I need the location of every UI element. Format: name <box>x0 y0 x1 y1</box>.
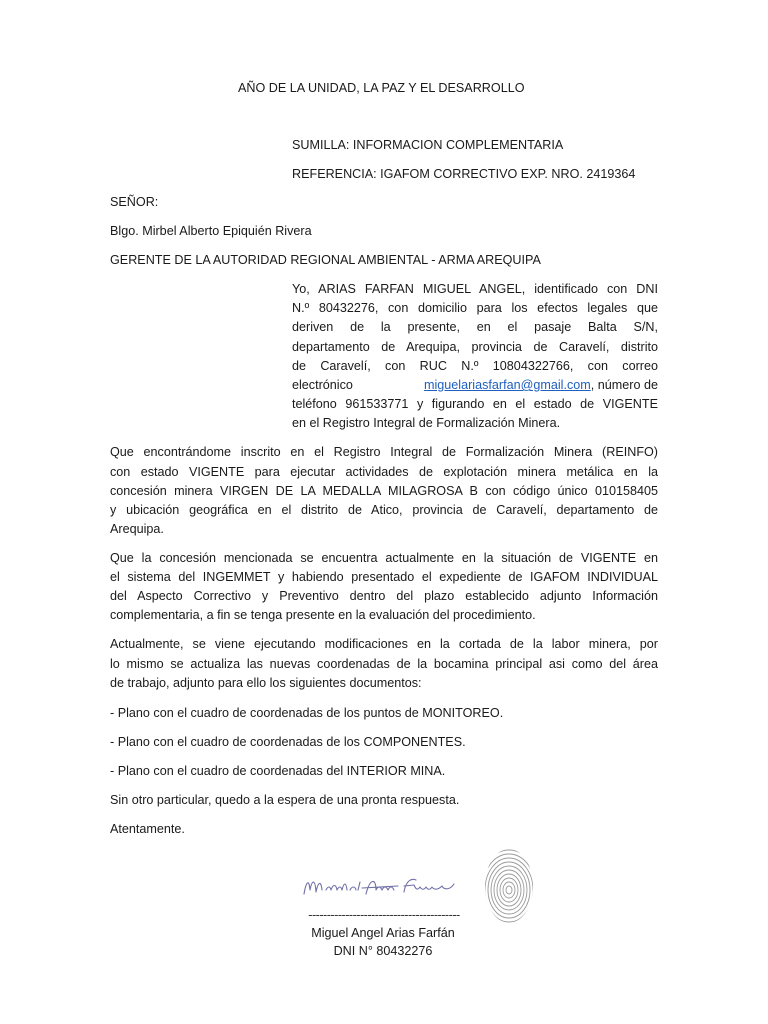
signer-name: Miguel Angel Arias Farfán <box>311 926 455 940</box>
paragraph-line: del Aspecto Correctivo y Preventivo dentro del plazo establecido adjunto Información <box>110 589 658 603</box>
attachment-item-componentes: - Plano con el cuadro de coordenadas de los COMPONENTES. <box>110 735 466 749</box>
addressee-position: GERENTE DE LA AUTORIDAD REGIONAL AMBIENTAL - ARMA AREQUIPA <box>110 253 541 267</box>
paragraph-line: el sistema del INGEMMET y habiendo presentado el expediente de IGAFOM INDIVIDUAL <box>110 570 658 584</box>
intro-line: de Caravelí, con RUC N.º 10804322766, con correo <box>292 359 658 373</box>
addressee-name: Blgo. Mirbel Alberto Epiquién Rivera <box>110 224 312 238</box>
fingerprint-icon <box>483 846 535 926</box>
intro-line: deriven de la presente, en el pasaje Balta S/N, <box>292 320 658 334</box>
paragraph-line: complementaria, a fin se tenga presente en la evaluación del procedimiento. <box>110 608 536 622</box>
paragraph-line: de trabajo, adjunto para ello los siguientes documentos: <box>110 676 422 690</box>
signer-dni: DNI N° 80432276 <box>333 944 433 958</box>
closing-line: Sin otro particular, quedo a la espera de una pronta respuesta. <box>110 793 460 807</box>
intro-email-line <box>292 376 658 394</box>
salutation: SEÑOR: <box>110 195 159 209</box>
email-prefix: electrónico <box>292 378 353 392</box>
attachment-item-monitoreo: - Plano con el cuadro de coordenadas de los puntos de MONITOREO. <box>110 706 504 720</box>
sumilla: SUMILLA: INFORMACION COMPLEMENTARIA <box>292 138 564 152</box>
paragraph-line: y ubicación geográfica en el distrito de Atico, provincia de Caravelí, departamento de <box>110 503 658 517</box>
referencia: REFERENCIA: IGAFOM CORRECTIVO EXP. NRO. 2419364 <box>292 167 636 181</box>
paragraph-line: Arequipa. <box>110 522 164 536</box>
intro-line: Yo, ARIAS FARFAN MIGUEL ANGEL, identificado con DNI <box>292 282 658 296</box>
paragraph-line: lo mismo se actualiza las nuevas coordenadas de la bocamina principal asi como del área <box>110 657 658 671</box>
intro-line: departamento de Arequipa, provincia de Caravelí, distrito <box>292 340 658 354</box>
handwritten-signature <box>300 868 460 904</box>
document-year-title: AÑO DE LA UNIDAD, LA PAZ Y EL DESARROLLO <box>238 81 525 95</box>
email-suffix: , número de <box>590 378 658 392</box>
email-link[interactable]: miguelariasfarfan@gmail.com <box>424 378 591 392</box>
paragraph-line: Que encontrándome inscrito en el Registro Integral de Formalización Minera (REINFO) <box>110 445 658 459</box>
attachment-item-interior-mina: - Plano con el cuadro de coordenadas del INTERIOR MINA. <box>110 764 446 778</box>
closing-salutation: Atentamente. <box>110 822 185 836</box>
intro-line: N.º 80432276, con domicilio para los efectos legales que <box>292 301 658 315</box>
paragraph-line: Actualmente, se viene ejecutando modificaciones en la cortada de la labor minera, por <box>110 637 658 651</box>
intro-line: teléfono 961533771 y figurando en el estado de VIGENTE <box>292 397 658 411</box>
intro-line: en el Registro Integral de Formalización Minera. <box>292 416 561 430</box>
signer-block <box>283 924 483 960</box>
paragraph-line: con estado VIGENTE para ejecutar actividades de explotación minera metálica en la <box>110 465 658 479</box>
signature-line: ----------------------------------------- <box>308 908 460 922</box>
paragraph-line: concesión minera VIRGEN DE LA MEDALLA MILAGROSA B con código único 010158405 <box>110 484 658 498</box>
paragraph-line: Que la concesión mencionada se encuentra actualmente en la situación de VIGENTE en <box>110 551 658 565</box>
